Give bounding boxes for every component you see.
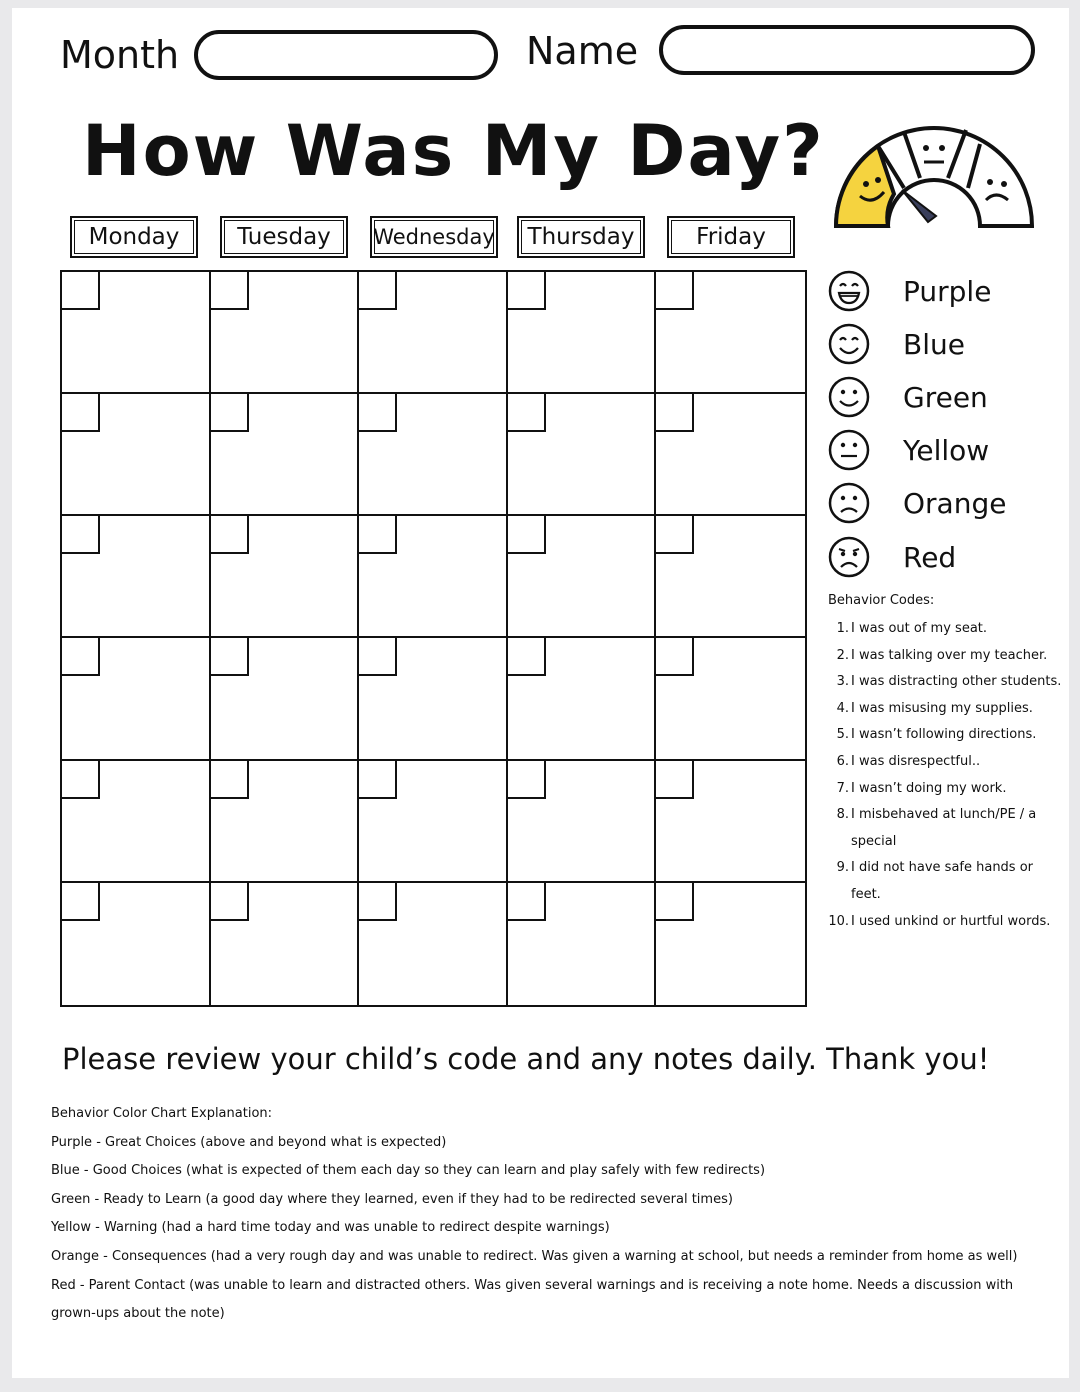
code-checkbox[interactable] [656, 761, 694, 799]
behavior-code-text: I was talking over my teacher. [851, 647, 1048, 663]
behavior-code-item [829, 749, 1064, 776]
behavior-code-number: 8. [836, 807, 849, 823]
name-label: Name [526, 29, 639, 73]
behavior-code-text: I was disrespectful.. [851, 753, 981, 769]
behavior-code-number: 10. [828, 913, 849, 929]
calendar-cell[interactable] [656, 394, 805, 516]
code-checkbox[interactable] [359, 394, 397, 432]
calendar-cell[interactable] [211, 883, 360, 1005]
calendar-cell[interactable] [359, 516, 508, 638]
legend-label-green: Green [903, 380, 988, 414]
code-checkbox[interactable] [211, 272, 249, 310]
behavior-code-number: 4. [836, 700, 849, 716]
behavior-code-number: 7. [836, 780, 849, 796]
behavior-code-number: 9. [836, 860, 849, 876]
behavior-code-item [829, 776, 1064, 803]
day-header-monday: Monday [70, 216, 198, 258]
explanation-line: Red - Parent Contact (was unable to learn and distracted others. Was given several warnings and is receiving a note home. Needs a discussion with grown-ups about the note) [51, 1277, 1014, 1322]
worksheet-page [12, 8, 1069, 1378]
calendar-cell[interactable] [508, 638, 657, 760]
legend-label-blue: Blue [903, 327, 965, 361]
smile-eyes-closed-icon [827, 322, 871, 366]
grin-face-icon [827, 269, 871, 313]
calendar-cell[interactable] [656, 516, 805, 638]
legend-item-purple [827, 268, 991, 314]
behavior-code-item [829, 802, 1064, 855]
calendar-cell[interactable] [211, 516, 360, 638]
behavior-code-item [829, 855, 1064, 908]
calendar-cell[interactable] [508, 394, 657, 516]
calendar-cell[interactable] [211, 272, 360, 394]
code-checkbox[interactable] [211, 516, 249, 554]
color-chart-explanation [51, 1100, 1036, 1329]
code-checkbox[interactable] [656, 516, 694, 554]
explanation-lines [51, 1129, 1036, 1329]
behavior-code-item [829, 616, 1064, 643]
calendar-cell[interactable] [211, 761, 360, 883]
behavior-code-item [829, 669, 1064, 696]
calendar-cell[interactable] [359, 883, 508, 1005]
calendar-cell[interactable] [508, 883, 657, 1005]
day-header-thursday: Thursday [517, 216, 645, 258]
month-label: Month [60, 33, 180, 77]
behavior-code-number: 6. [836, 753, 849, 769]
explanation-line: Blue - Good Choices (what is expected of them each day so they can learn and play safely with few redirects) [51, 1163, 766, 1179]
behavior-code-text: I misbehaved at lunch/PE / a special [851, 807, 1037, 849]
name-field[interactable] [659, 25, 1035, 75]
calendar-cell[interactable] [211, 394, 360, 516]
explanation-line: Orange - Consequences (had a very rough day and was unable to redirect. Was given a warning at school, but needs a reminder from home as well) [51, 1248, 1018, 1264]
page-title: How Was My Day? [82, 110, 825, 192]
legend-item-orange [827, 480, 1006, 526]
behavior-code-item [829, 909, 1064, 936]
code-checkbox[interactable] [62, 883, 100, 921]
legend-label-orange: Orange [903, 486, 1007, 520]
legend-item-yellow [827, 427, 989, 473]
calendar-cell[interactable] [656, 638, 805, 760]
explanation-line: Yellow - Warning (had a hard time today and was unable to redirect despite warnings) [51, 1220, 610, 1236]
smile-face-icon [827, 375, 871, 419]
behavior-code-item [829, 696, 1064, 723]
code-checkbox[interactable] [508, 516, 546, 554]
calendar-cell[interactable] [62, 516, 211, 638]
calendar-cell[interactable] [62, 883, 211, 1005]
day-header-friday: Friday [667, 216, 795, 258]
calendar-cell[interactable] [359, 394, 508, 516]
calendar-cell[interactable] [62, 761, 211, 883]
calendar-cell[interactable] [62, 272, 211, 394]
behavior-code-number: 2. [836, 647, 849, 663]
calendar-cell[interactable] [62, 638, 211, 760]
calendar-cell[interactable] [656, 883, 805, 1005]
neutral-face-icon [827, 428, 871, 472]
code-checkbox[interactable] [656, 394, 694, 432]
behavior-code-text: I wasn’t doing my work. [851, 780, 1007, 796]
behavior-code-text: I was out of my seat. [851, 621, 988, 636]
calendar-cell[interactable] [656, 761, 805, 883]
calendar-cell[interactable] [359, 638, 508, 760]
calendar-grid [60, 270, 807, 1007]
behavior-codes-list [829, 616, 1064, 935]
behavior-code-item [829, 722, 1064, 749]
legend-label-purple: Purple [903, 274, 992, 308]
frown-face-icon [827, 481, 871, 525]
day-header-wednesday: Wednesday [370, 216, 498, 258]
calendar-cell[interactable] [508, 272, 657, 394]
code-checkbox[interactable] [359, 516, 397, 554]
legend-item-green [827, 374, 988, 420]
legend-item-red [827, 534, 956, 580]
calendar-cell[interactable] [211, 638, 360, 760]
sad-face-icon [827, 535, 871, 579]
behavior-code-text: I wasn’t following directions. [851, 727, 1037, 743]
behavior-code-number: 5. [836, 727, 849, 743]
behavior-code-text: I was misusing my supplies. [851, 700, 1033, 716]
code-checkbox[interactable] [62, 394, 100, 432]
code-checkbox[interactable] [508, 394, 546, 432]
legend-label-red: Red [903, 540, 957, 574]
behavior-codes-title: Behavior Codes: [828, 593, 935, 608]
code-checkbox[interactable] [62, 761, 100, 799]
behavior-code-text: I did not have safe hands or feet. [851, 860, 1034, 902]
code-checkbox[interactable] [656, 638, 694, 676]
code-checkbox[interactable] [359, 272, 397, 310]
calendar-cell[interactable] [62, 394, 211, 516]
calendar-cell[interactable] [656, 272, 805, 394]
code-checkbox[interactable] [211, 761, 249, 799]
behavior-code-number: 1. [836, 621, 849, 636]
calendar-cell[interactable] [359, 272, 508, 394]
calendar-cell[interactable] [508, 761, 657, 883]
legend-item-blue [827, 321, 965, 367]
code-checkbox[interactable] [211, 638, 249, 676]
code-checkbox[interactable] [359, 638, 397, 676]
day-header-tuesday: Tuesday [220, 216, 348, 258]
code-checkbox[interactable] [656, 272, 694, 310]
code-checkbox[interactable] [211, 394, 249, 432]
explanation-line: Purple - Great Choices (above and beyond what is expected) [51, 1134, 447, 1150]
legend-label-yellow: Yellow [903, 433, 990, 467]
code-checkbox[interactable] [62, 272, 100, 310]
mood-meter-icon [830, 116, 1038, 228]
calendar-cell[interactable] [508, 516, 657, 638]
explanation-title: Behavior Color Chart Explanation: [51, 1106, 273, 1121]
explanation-line: Green - Ready to Learn (a good day where they learned, even if they had to be redirected several times) [51, 1191, 733, 1207]
code-checkbox[interactable] [359, 761, 397, 799]
code-checkbox[interactable] [211, 883, 249, 921]
code-checkbox[interactable] [656, 883, 694, 921]
behavior-code-item [829, 643, 1064, 670]
month-field[interactable] [194, 30, 498, 80]
calendar-cell[interactable] [359, 761, 508, 883]
code-checkbox[interactable] [508, 883, 546, 921]
code-checkbox[interactable] [508, 272, 546, 310]
code-checkbox[interactable] [508, 638, 546, 676]
code-checkbox[interactable] [62, 516, 100, 554]
code-checkbox[interactable] [62, 638, 100, 676]
behavior-code-text: I was distracting other students. [851, 674, 1062, 690]
review-note: Please review your child’s code and any notes daily. Thank you! [62, 1042, 990, 1076]
code-checkbox[interactable] [508, 761, 546, 799]
behavior-code-number: 3. [836, 674, 849, 690]
code-checkbox[interactable] [359, 883, 397, 921]
behavior-code-text: I used unkind or hurtful words. [851, 913, 1051, 929]
